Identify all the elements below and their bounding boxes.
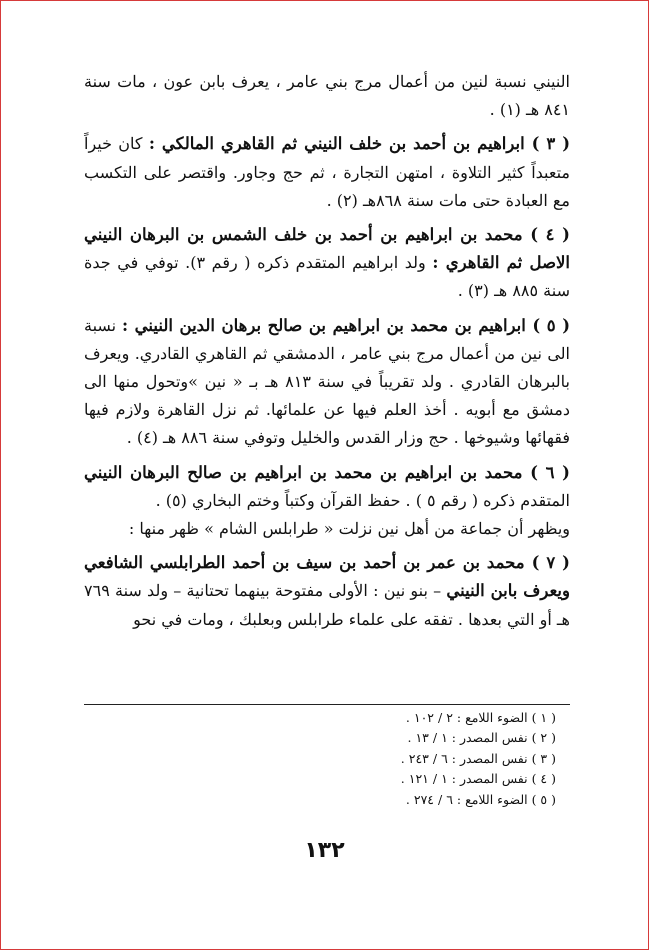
paragraph-entry-4 [84, 221, 570, 306]
entry-heading: ( ٧ ) محمد بن عمر بن أحمد بن سيف بن أحمد الطرابلسي الشافعي ويعرف بابن النيني [84, 553, 570, 601]
entry-heading: ( ٦ ) محمد بن ابراهيم بن محمد بن ابراهيم بن صالح البرهان النيني [84, 462, 570, 482]
footnote-4: ( ٤ ) نفس المصدر : ١ / ١٢١ . [400, 771, 556, 787]
paragraph-entry-5 [84, 312, 570, 453]
paragraph-entry-6 [84, 459, 570, 515]
entry-text: النيني نسبة لنين من أعمال مرج بني عامر ، يعرف بابن عون ، مات سنة ٨٤١ هـ (١) . [84, 72, 570, 120]
paragraph-intro-tripoli [84, 515, 570, 543]
entry-text: – بنو نين : الأولى مفتوحة بينهما تحتانية – ولد سنة ٧٦٩ هـ أو التي بعدها . تفقه على علماء طرابلس وبعلبك ، ومات في نحو [84, 581, 570, 629]
entry-text: كان خيراً متعبداً كثير التلاوة ، امتهن التجارة ، ثم حج وجاور. واقتصر على التكسب مع العبادة حتى مات سنة ٨٦٨هـ (٢) . [84, 134, 570, 210]
entry-text: ولد ابراهيم المتقدم ذكره ( رقم ٣). توفي في جدة سنة ٨٨٥ هـ (٣) . [84, 253, 570, 301]
entry-text: المتقدم ذكره ( رقم ٥ ) . حفظ القرآن وكتباً وختم البخاري (٥) . [155, 490, 570, 510]
paragraph-continuation [84, 68, 570, 124]
entry-text: نسبة الى نين من أعمال مرج بني عامر ، الدمشقي ثم القاهري القادري. ويعرف بالبرهان القادري . ولد تقريباً في سنة ٨١٣ هـ بـ « نين »وتحول منها الى دمشق مع أبويه . أخذ العلم فيها عن علمائها. ثم نزل القاهرة ولازم فيها فقهائها وشيوخها . حج وزار القدس والخليل وتوفي سنة ٨٨٦ هـ (٤) . [84, 315, 571, 448]
footnote-5: ( ٥ ) الضوء اللامع : ٦ / ٢٧٤ . [405, 791, 556, 807]
entry-heading: ( ٤ ) محمد بن ابراهيم بن أحمد بن خلف الشمس بن البرهان النيني الاصل ثم القاهري : [84, 225, 570, 273]
paragraph-entry-3 [84, 130, 570, 215]
footnotes [84, 708, 570, 810]
entry-text: ويظهر أن جماعة من أهل نين نزلت « طرابلس الشام » ظهر منها : [128, 519, 570, 539]
entry-heading: ( ٣ ) ابراهيم بن أحمد بن خلف النيني ثم القاهري المالكي : [148, 134, 571, 154]
paragraph-entry-7 [84, 549, 570, 634]
page-number: ١٣٢ [304, 838, 345, 863]
footnote-2: ( ٢ ) نفس المصدر : ١ / ١٣ . [407, 730, 556, 746]
entry-heading: ( ٥ ) ابراهيم بن محمد بن ابراهيم بن صالح برهان الدين النيني : [122, 315, 571, 335]
page-body [84, 68, 570, 634]
footnote-3: ( ٣ ) نفس المصدر : ٦ / ٢٤٣ . [400, 750, 556, 766]
footnote-divider [84, 704, 570, 705]
footnote-1: ( ١ ) الضوء اللامع : ٢ / ١٠٢ . [405, 710, 556, 725]
